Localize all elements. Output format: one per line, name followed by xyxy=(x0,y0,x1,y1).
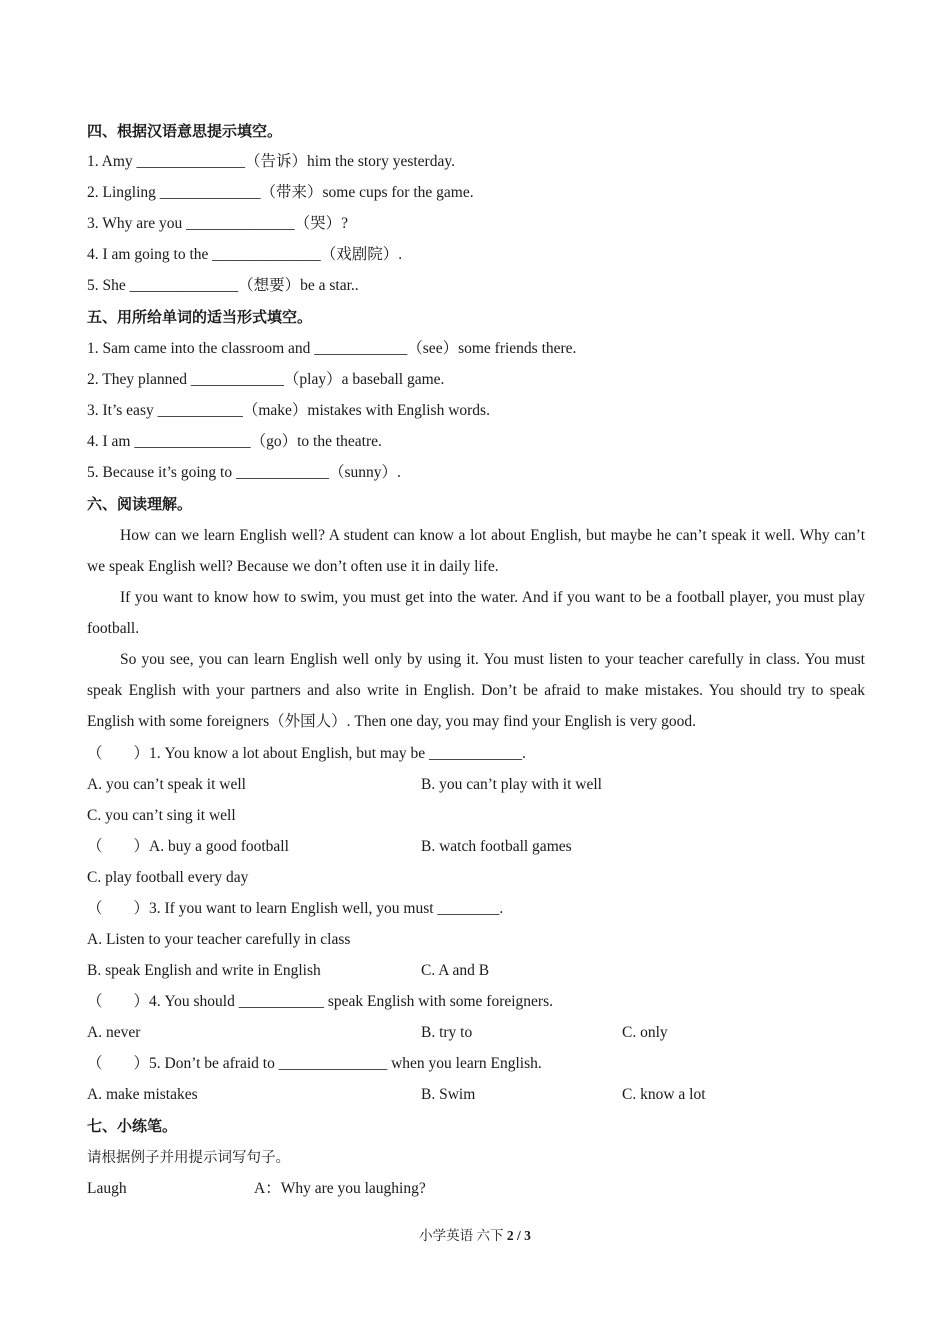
option-a: （ ）A. buy a good football xyxy=(87,838,289,855)
question-item: 4. I am going to the ______________（戏剧院）. xyxy=(87,246,403,263)
question-item: 1. Amy ______________（告诉）him the story yesterday. xyxy=(87,153,455,170)
option-a: A. make mistakes xyxy=(87,1086,198,1103)
instruction: 请根据例子并用提示词写句子。 xyxy=(87,1150,290,1166)
question-stem: （ ）4. You should ___________ speak English with some foreigners. xyxy=(87,993,553,1010)
page-footer xyxy=(0,1224,950,1244)
section-5-title: 五、用所给单词的适当形式填空。 xyxy=(87,308,313,326)
footer-label: 小学英语 六下 xyxy=(419,1228,507,1243)
section-6-title: 六、阅读理解。 xyxy=(87,495,193,513)
prompt-word: Laugh xyxy=(87,1180,127,1197)
question-item: 5. She ______________（想要）be a star.. xyxy=(87,277,359,294)
option-row xyxy=(87,837,572,857)
example-row xyxy=(87,1179,426,1199)
question-stem: （ ）1. You know a lot about English, but may be ____________. xyxy=(87,745,526,762)
question-item: 2. They planned ____________（play）a baseball game. xyxy=(87,371,445,388)
option-c: C. play football every day xyxy=(87,869,249,886)
question-item: 5. Because it’s going to ____________（sunny）. xyxy=(87,464,401,481)
option-b: B. watch football games xyxy=(421,838,572,855)
question-stem: （ ）3. If you want to learn English well, you must ________. xyxy=(87,900,504,917)
option-a: A. never xyxy=(87,1024,141,1041)
option-row xyxy=(87,1085,706,1105)
question-stem: （ ）5. Don’t be afraid to ______________ when you learn English. xyxy=(87,1055,542,1072)
question-item: 3. It’s easy ___________（make）mistakes with English words. xyxy=(87,402,490,419)
reading-paragraph: If you want to know how to swim, you must get into the water. And if you want to be a football player, you must play football. xyxy=(87,589,865,637)
option-b: B. you can’t play with it well xyxy=(421,776,602,793)
option-c: C. you can’t sing it well xyxy=(87,807,236,824)
section-7-title: 七、小练笔。 xyxy=(87,1117,178,1135)
reading-paragraph: How can we learn English well? A student can know a lot about English, but maybe he can’t speak it well. Why can’t we speak English well? Because we don’t often use it in daily life. xyxy=(87,527,865,575)
question-item: 3. Why are you ______________（哭）? xyxy=(87,215,349,232)
section-4-title: 四、根据汉语意思提示填空。 xyxy=(87,122,283,140)
option-a: A. Listen to your teacher carefully in class xyxy=(87,931,351,948)
reading-paragraph: So you see, you can learn English well only by using it. You must listen to your teacher carefully in class. You must speak English with your partners and also write in English. Don’t be afraid to make mistakes. You should try to speak English with some foreigners（外国人）. Then one day, you may find your English is very good. xyxy=(87,651,865,730)
question-item: 4. I am _______________（go）to the theatre. xyxy=(87,433,382,450)
option-b: B. Swim xyxy=(421,1086,476,1103)
option-b: B. try to xyxy=(421,1024,473,1041)
question-item: 2. Lingling _____________（带来）some cups for the game. xyxy=(87,184,474,201)
page-number: 2 / 3 xyxy=(506,1228,531,1243)
option-c: C. A and B xyxy=(421,962,490,979)
option-a: A. you can’t speak it well xyxy=(87,776,246,793)
option-c: C. only xyxy=(622,1024,668,1041)
example-sentence: A：Why are you laughing? xyxy=(254,1180,426,1197)
option-c: C. know a lot xyxy=(622,1086,706,1103)
option-row xyxy=(87,961,490,981)
option-row xyxy=(87,775,602,795)
question-item: 1. Sam came into the classroom and ____________（see）some friends there. xyxy=(87,340,577,357)
option-b: B. speak English and write in English xyxy=(87,962,321,979)
option-row xyxy=(87,1023,668,1043)
